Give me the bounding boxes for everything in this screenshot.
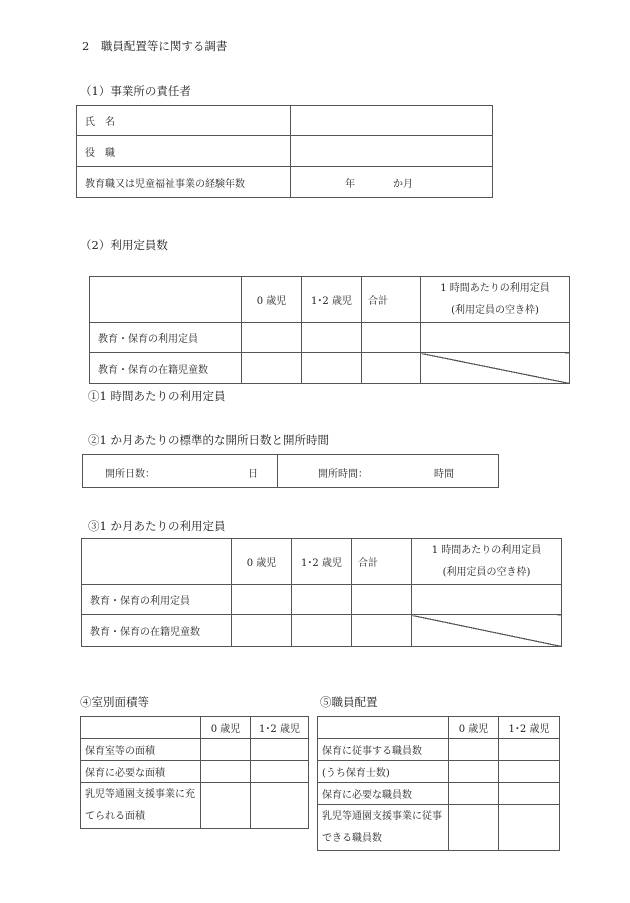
cell[interactable] xyxy=(201,739,251,761)
header-hourly-capacity-line2: (利用定員の空き枠) xyxy=(442,567,531,578)
row-label-support-staff: 乳児等通園支援事業に従事できる職員数 xyxy=(318,805,449,851)
opening-days-unit: 日 xyxy=(248,469,258,480)
sub4-title: ④室別面積等 xyxy=(80,695,149,709)
section2-title: （2）利用定員数 xyxy=(80,238,168,252)
opening-days-label: 開所日数： xyxy=(105,469,155,480)
diagonal-cell xyxy=(412,615,562,647)
opening-table xyxy=(82,454,499,488)
cell[interactable] xyxy=(251,739,309,761)
header-total: 合計 xyxy=(362,277,421,323)
cell[interactable] xyxy=(251,783,309,829)
header-age0: 0 歳児 xyxy=(242,277,302,323)
experience-value[interactable] xyxy=(291,167,493,198)
row-label-enrolled: 教育・保育の在籍児童数 xyxy=(82,615,232,647)
row-label-room-area: 保育室等の面積 xyxy=(81,739,201,761)
cell[interactable] xyxy=(421,323,570,353)
cell[interactable] xyxy=(201,783,251,829)
cell[interactable] xyxy=(242,353,302,384)
cell[interactable] xyxy=(499,739,560,761)
header-hourly-capacity-line1: 1 時間あたりの利用定員 xyxy=(431,545,542,556)
diagonal-cell xyxy=(421,353,570,384)
cell[interactable] xyxy=(449,739,499,761)
row-label-support-area: 乳児等通園支援事業に充てられる面積 xyxy=(81,783,201,829)
monthly-capacity-table xyxy=(81,538,562,647)
cell[interactable] xyxy=(362,353,421,384)
name-value[interactable] xyxy=(291,106,493,136)
header-age0: 0 歳児 xyxy=(201,717,251,739)
header-hourly-capacity xyxy=(421,277,570,323)
header-age12: 1･2 歳児 xyxy=(292,539,352,585)
header-blank xyxy=(82,539,232,585)
months-unit: か月 xyxy=(393,179,413,190)
sub3-title: ③1 か月あたりの利用定員 xyxy=(88,519,226,533)
sub2-title: ②1 か月あたりの標準的な開所日数と開所時間 xyxy=(88,433,329,447)
capacity-table xyxy=(89,276,570,384)
cell[interactable] xyxy=(232,585,292,615)
opening-hours-cell[interactable] xyxy=(278,455,499,488)
cell[interactable] xyxy=(251,761,309,783)
room-area-table xyxy=(80,716,309,829)
header-hourly-capacity-line2: (利用定員の空き枠) xyxy=(451,305,539,316)
cell[interactable] xyxy=(449,783,499,805)
cell[interactable] xyxy=(352,615,412,647)
header-blank xyxy=(318,717,449,739)
header-total: 合計 xyxy=(352,539,412,585)
responsible-person-table xyxy=(76,105,493,198)
staff-table xyxy=(317,716,560,851)
years-unit: 年 xyxy=(345,179,355,190)
cell[interactable] xyxy=(232,615,292,647)
header-age12: 1･2 歳児 xyxy=(499,717,560,739)
header-hourly-capacity-line1: 1 時間あたりの利用定員 xyxy=(440,283,550,294)
header-age0: 0 歳児 xyxy=(449,717,499,739)
section1-title: （1）事業所の責任者 xyxy=(80,84,191,98)
document-heading: 2 職員配置等に関する調書 xyxy=(82,39,228,53)
cell[interactable] xyxy=(292,615,352,647)
header-age12: 1･2 歳児 xyxy=(251,717,309,739)
cell[interactable] xyxy=(302,323,362,353)
row-label-capacity: 教育・保育の利用定員 xyxy=(82,585,232,615)
cell[interactable] xyxy=(449,761,499,783)
cell[interactable] xyxy=(352,585,412,615)
opening-days-cell[interactable] xyxy=(83,455,278,488)
header-age0: 0 歳児 xyxy=(232,539,292,585)
cell[interactable] xyxy=(412,585,562,615)
row-label-nursery-teachers: (うち保育士数) xyxy=(318,761,449,783)
sub1-title: ①1 時間あたりの利用定員 xyxy=(88,389,226,403)
cell[interactable] xyxy=(201,761,251,783)
cell[interactable] xyxy=(302,353,362,384)
position-label: 役 職 xyxy=(77,136,291,167)
cell[interactable] xyxy=(242,323,302,353)
row-label-capacity: 教育・保育の利用定員 xyxy=(90,323,242,353)
sub5-title: ⑤職員配置 xyxy=(320,695,378,709)
cell[interactable] xyxy=(362,323,421,353)
name-label: 氏 名 xyxy=(77,106,291,136)
header-blank xyxy=(90,277,242,323)
opening-hours-unit: 時間 xyxy=(434,469,454,480)
cell[interactable] xyxy=(499,805,560,851)
cell[interactable] xyxy=(449,805,499,851)
row-label-staff-count: 保育に従事する職員数 xyxy=(318,739,449,761)
cell[interactable] xyxy=(499,761,560,783)
header-hourly-capacity xyxy=(412,539,562,585)
row-label-required-area: 保育に必要な面積 xyxy=(81,761,201,783)
row-label-required-staff: 保育に必要な職員数 xyxy=(318,783,449,805)
cell[interactable] xyxy=(292,585,352,615)
header-age12: 1･2 歳児 xyxy=(302,277,362,323)
position-value[interactable] xyxy=(291,136,493,167)
header-blank xyxy=(81,717,201,739)
experience-label: 教育職又は児童福祉事業の経験年数 xyxy=(77,167,291,198)
cell[interactable] xyxy=(499,783,560,805)
opening-hours-label: 開所時間： xyxy=(318,469,368,480)
row-label-enrolled: 教育・保育の在籍児童数 xyxy=(90,353,242,384)
